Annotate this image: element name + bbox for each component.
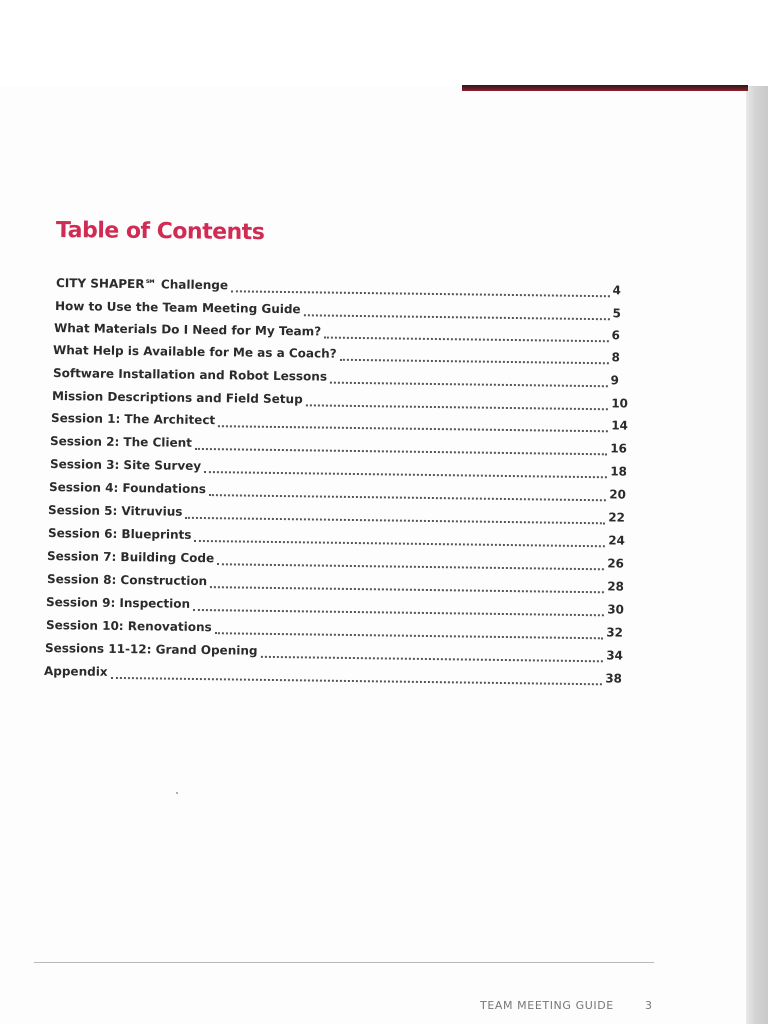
dot-leader (324, 335, 608, 342)
footer-guide-title: TEAM MEETING GUIDE (480, 999, 614, 1012)
dot-leader (195, 446, 607, 454)
dot-leader (304, 313, 610, 320)
toc-entry[interactable] (51, 411, 628, 435)
toc-entry[interactable] (47, 572, 624, 596)
toc-entry[interactable] (44, 664, 622, 688)
dot-leader (260, 654, 603, 661)
toc-entry-page: 22 (608, 510, 626, 525)
toc-entry[interactable] (46, 595, 624, 619)
dot-leader (204, 470, 607, 478)
toc-entry-page: 5 (612, 306, 622, 321)
toc-entry-page: 4 (612, 283, 622, 298)
toc-entry[interactable] (53, 343, 620, 366)
toc-entry-label: Sessions 11-12: Grand Opening (44, 641, 258, 658)
toc-entry-page: 8 (611, 350, 621, 365)
dot-leader (210, 585, 604, 593)
toc-entry-label: How to Use the Team Meeting Guide (54, 299, 301, 317)
page-title: Table of Contents (55, 218, 265, 246)
toc-entry[interactable] (45, 641, 623, 665)
toc-entry[interactable] (52, 389, 628, 413)
toc-entry-label: Session 4: Foundations (48, 480, 207, 497)
scan-speck (176, 792, 178, 794)
toc-entry-label: Session 7: Building Code (46, 549, 215, 566)
footer-page-number: 3 (645, 999, 652, 1012)
toc-entry[interactable] (54, 321, 620, 344)
footer-rule (34, 962, 654, 963)
toc-entry-page: 6 (611, 328, 621, 343)
toc-entry-label: Session 5: Vitruvius (47, 503, 183, 519)
toc-entry-label: Session 10: Renovations (45, 618, 212, 635)
toc-entry[interactable] (46, 618, 623, 642)
toc-entry-page: 26 (607, 556, 625, 571)
toc-entry-label: Session 1: The Architect (50, 411, 216, 428)
dot-leader (209, 493, 606, 501)
dot-leader (185, 515, 605, 523)
toc-entry-label: CITY SHAPER℠ Challenge (55, 276, 229, 293)
toc-entry-page: 38 (605, 671, 623, 686)
toc-entry[interactable] (48, 526, 625, 550)
dot-leader (215, 631, 604, 639)
toc-entry[interactable] (47, 549, 624, 573)
toc-entry-page: 28 (607, 579, 625, 594)
dot-leader (194, 538, 605, 546)
toc-entry[interactable] (49, 480, 626, 504)
toc-entry-label: Software Installation and Robot Lessons (52, 366, 328, 384)
toc-entry-label: Session 8: Construction (46, 572, 208, 589)
dot-leader (193, 607, 604, 615)
toc-entry-page: 34 (606, 648, 624, 663)
dot-leader (217, 562, 604, 570)
toc-entry-page: 18 (610, 464, 628, 479)
toc-entry[interactable] (48, 503, 625, 527)
toc-entry[interactable] (55, 299, 621, 322)
toc-entry-page: 10 (611, 396, 629, 411)
dot-leader (111, 675, 603, 684)
dot-leader (306, 403, 609, 410)
toc-entry-label: Appendix (43, 664, 108, 679)
toc-entry-page: 32 (606, 625, 624, 640)
toc-entry-label: Session 6: Blueprints (47, 526, 192, 542)
dot-leader (330, 380, 608, 387)
toc-entry-page: 9 (610, 373, 620, 388)
dot-leader (231, 289, 610, 297)
toc-entry-label: What Materials Do I Need for My Team? (53, 321, 322, 339)
toc-entry-label: What Help is Available for Me as a Coach? (52, 343, 337, 361)
toc-entry[interactable] (56, 276, 621, 299)
toc-entry-label: Session 2: The Client (49, 434, 193, 450)
toc-entry[interactable] (50, 434, 627, 458)
toc-entry-label: Mission Descriptions and Field Setup (51, 389, 303, 407)
toc-entry-page: 20 (609, 487, 627, 502)
toc-entry-page: 14 (611, 418, 629, 433)
toc-entry-label: Session 9: Inspection (45, 595, 191, 611)
toc-entry-page: 16 (610, 441, 628, 456)
dot-leader (218, 424, 608, 432)
toc-entry-label: Session 3: Site Survey (49, 457, 202, 473)
toc-entry[interactable] (53, 366, 619, 389)
toc-entry[interactable] (50, 457, 627, 481)
toc-entry-page: 24 (608, 533, 626, 548)
dot-leader (340, 357, 609, 364)
toc-entry-page: 30 (607, 602, 625, 617)
